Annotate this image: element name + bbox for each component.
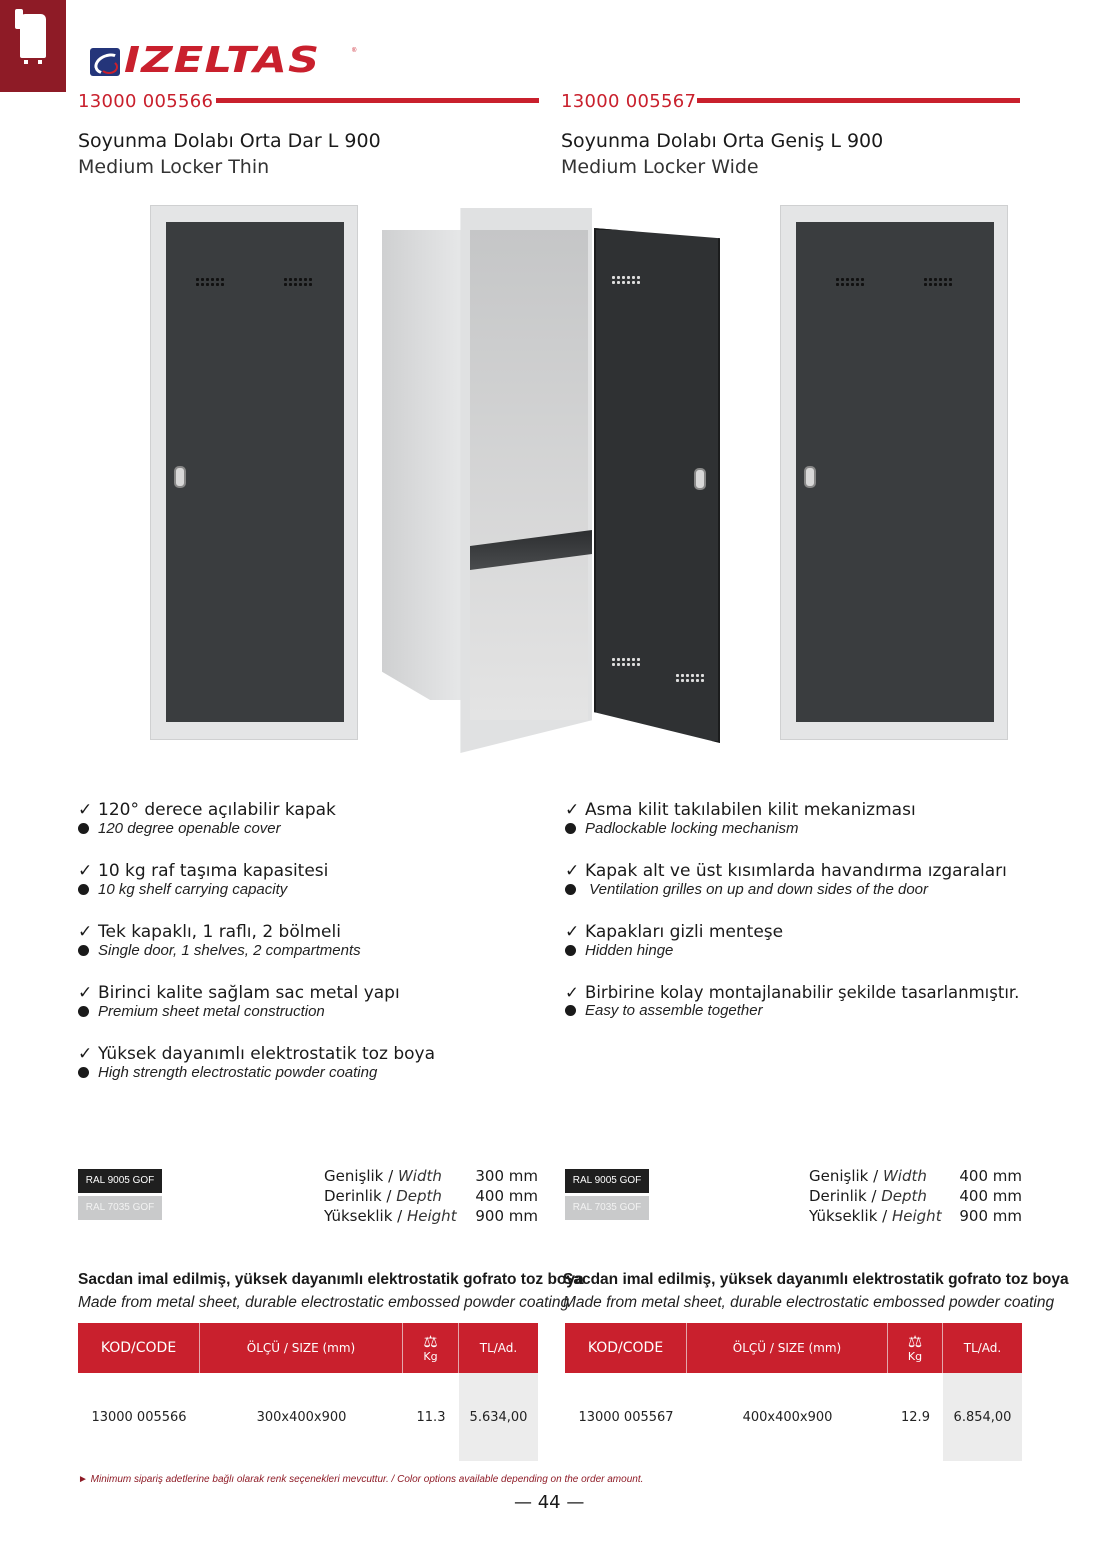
- dimension-row: Derinlik / Depth 400 mm: [324, 1187, 538, 1205]
- ral-swatch-black: RAL 9005 GOF: [78, 1169, 162, 1193]
- weight-unit-label: Kg: [907, 1349, 923, 1363]
- dim-label-en: Depth: [396, 1187, 442, 1205]
- bullet-icon: [565, 945, 576, 956]
- vent-grille-icon: [612, 658, 640, 666]
- col-header-weight: [403, 1323, 459, 1373]
- product-title-en-left: Medium Locker Thin: [78, 156, 270, 178]
- dim-value: 400 mm: [959, 1187, 1022, 1205]
- dim-label-tr: Yükseklik: [809, 1207, 878, 1225]
- feature-item: [565, 983, 1019, 1044]
- col-header-weight: [888, 1323, 943, 1373]
- coating-note-en-right: Made from metal sheet, durable electrostatic embossed powder coating: [563, 1294, 1055, 1311]
- feature-text-en: Ventilation grilles on up and down sides of the door: [585, 881, 929, 898]
- price-table-right: [565, 1323, 1022, 1461]
- locker-open-image: [382, 208, 722, 753]
- checkmark-icon: ✓: [565, 983, 579, 1002]
- dim-label-tr: Genişlik: [324, 1167, 384, 1185]
- bullet-icon: [565, 884, 576, 895]
- scale-icon: ⚖: [907, 1331, 923, 1351]
- divider-rule-right: [697, 98, 1020, 103]
- bullet-icon: [78, 823, 89, 834]
- feature-text-en: Easy to assemble together: [585, 1002, 763, 1019]
- vent-grille-icon: [836, 278, 864, 286]
- page-number: — 44 —: [514, 1492, 585, 1513]
- dim-value: 900 mm: [959, 1207, 1022, 1225]
- feature-text-en: 120 degree openable cover: [98, 820, 281, 837]
- cell-weight: 12.9: [901, 1409, 930, 1425]
- cell-code: 13000 005567: [578, 1409, 674, 1425]
- checkmark-icon: ✓: [78, 800, 93, 820]
- product-code-left: 13000 005566: [78, 91, 214, 112]
- cell-size: 400x400x900: [742, 1409, 833, 1425]
- price-table-left: [78, 1323, 538, 1461]
- dimension-row: Genişlik / Width 300 mm: [324, 1167, 538, 1185]
- feature-text-en: Hidden hinge: [585, 942, 674, 959]
- feature-item: [565, 861, 1019, 922]
- checkmark-icon: ✓: [78, 861, 93, 881]
- ral-swatch-grey: RAL 7035 GOF: [565, 1196, 649, 1220]
- cell-code: 13000 005566: [91, 1409, 187, 1425]
- bullet-icon: [78, 884, 89, 895]
- bullet-icon: [78, 1067, 89, 1078]
- bullet-icon: [78, 1006, 89, 1017]
- feature-text-en: Single door, 1 shelves, 2 compartments: [98, 942, 361, 959]
- lock-icon: [694, 468, 706, 490]
- locker-thin-image: [150, 205, 358, 740]
- dim-label-tr: Genişlik: [809, 1167, 869, 1185]
- col-header-size: ÖLÇÜ / SIZE (mm): [687, 1323, 888, 1373]
- brand-logo-text: IZELTAS: [124, 40, 321, 81]
- checkmark-icon: ✓: [565, 861, 580, 881]
- checkmark-icon: ✓: [78, 1044, 93, 1064]
- features-left: [78, 800, 435, 1105]
- coating-note-en-left: Made from metal sheet, durable electrostatic embossed powder coating: [78, 1294, 570, 1311]
- bullet-icon: [565, 823, 576, 834]
- col-header-price: TL/Ad.: [963, 1341, 1002, 1355]
- feature-text-en: Premium sheet metal construction: [98, 1003, 325, 1020]
- checkmark-icon: ✓: [565, 800, 580, 820]
- locker-side-panel: [382, 230, 462, 700]
- dim-label-en: Width: [882, 1167, 927, 1185]
- dimension-row: Yükseklik / Height 900 mm: [324, 1207, 538, 1225]
- table-row: [78, 1373, 538, 1461]
- scale-icon: ⚖: [423, 1331, 438, 1351]
- dim-label-tr: Derinlik: [809, 1187, 867, 1205]
- dim-value: 300 mm: [475, 1167, 538, 1185]
- dim-label-tr: Yükseklik: [324, 1207, 393, 1225]
- dimension-row: Genişlik / Width 400 mm: [809, 1167, 1022, 1185]
- ral-swatch-black: RAL 9005 GOF: [565, 1169, 649, 1193]
- vent-grille-icon: [676, 674, 704, 682]
- col-header-code: KOD/CODE: [565, 1323, 687, 1373]
- dim-value: 900 mm: [475, 1207, 538, 1225]
- vent-grille-icon: [924, 278, 952, 286]
- locker-open-door: [594, 228, 720, 743]
- lock-icon: [174, 466, 186, 488]
- brand-registered-mark: ®: [352, 48, 357, 54]
- locker-door: [166, 222, 344, 722]
- lock-icon: [804, 466, 816, 488]
- dimensions-right: [809, 1166, 1022, 1226]
- bullet-icon: [78, 945, 89, 956]
- product-title-tr-left: Soyunma Dolabı Orta Dar L 900: [78, 130, 381, 152]
- feature-item: [565, 800, 1019, 861]
- col-header-price: TL/Ad.: [479, 1341, 518, 1355]
- features-right: [565, 800, 1019, 1044]
- feature-text-tr: Birinci kalite sağlam sac metal yapı: [98, 983, 400, 1003]
- feature-item: [78, 861, 435, 922]
- table-header: [565, 1323, 1022, 1373]
- locker-door: [796, 222, 994, 722]
- checkmark-icon: ✓: [565, 922, 580, 942]
- feature-text-en: Padlockable locking mechanism: [585, 820, 799, 837]
- col-header-size: ÖLÇÜ / SIZE (mm): [200, 1323, 403, 1373]
- bullet-icon: [565, 1005, 576, 1016]
- feature-text-tr: Yüksek dayanımlı elektrostatik toz boya: [98, 1044, 436, 1064]
- dim-label-tr: Derinlik: [324, 1187, 382, 1205]
- locker-icon: [20, 14, 46, 58]
- brand-logo-icon: [90, 48, 120, 76]
- locker-interior: [470, 230, 588, 720]
- feature-text-tr: 120° derece açılabilir kapak: [98, 800, 336, 820]
- checkmark-icon: ✓: [78, 922, 93, 942]
- dim-label-en: Height: [891, 1207, 942, 1225]
- cell-price: 5.634,00: [459, 1373, 538, 1461]
- dimensions-left: [324, 1166, 538, 1226]
- feature-item: [565, 922, 1019, 983]
- col-header-code: KOD/CODE: [78, 1323, 200, 1373]
- cell-size: 300x400x900: [256, 1409, 347, 1425]
- feature-item: [78, 922, 435, 983]
- feature-text-tr: Asma kilit takılabilen kilit mekanizması: [585, 800, 916, 820]
- corner-tab: [0, 0, 66, 92]
- divider-rule-left: [216, 98, 539, 103]
- feature-text-en: 10 kg shelf carrying capacity: [98, 881, 288, 898]
- ral-swatch-grey: RAL 7035 GOF: [78, 1196, 162, 1220]
- feature-item: [78, 800, 435, 861]
- feature-text-tr: Kapak alt ve üst kısımlarda havandırma ızgaraları: [585, 861, 1007, 881]
- table-header: [78, 1323, 538, 1373]
- locker-wide-image: [780, 205, 1008, 740]
- feature-text-tr: Birbirine kolay montajlanabilir şekilde tasarlanmıştır.: [585, 983, 1020, 1002]
- dim-value: 400 mm: [475, 1187, 538, 1205]
- feature-text-en: High strength electrostatic powder coating: [98, 1064, 378, 1081]
- feature-item: [78, 983, 435, 1044]
- cell-price: 6.854,00: [943, 1373, 1022, 1461]
- vent-grille-icon: [284, 278, 312, 286]
- coating-note-tr-left: Sacdan imal edilmiş, yüksek dayanımlı elektrostatik gofrato toz boya: [78, 1271, 584, 1288]
- dim-label-en: Height: [406, 1207, 457, 1225]
- table-row: [565, 1373, 1022, 1461]
- feature-item: [78, 1044, 435, 1105]
- dimension-row: Derinlik / Depth 400 mm: [809, 1187, 1022, 1205]
- vent-grille-icon: [196, 278, 224, 286]
- dimension-row: Yükseklik / Height 900 mm: [809, 1207, 1022, 1225]
- dim-label-en: Width: [397, 1167, 442, 1185]
- product-title-en-right: Medium Locker Wide: [561, 156, 759, 178]
- dim-label-en: Depth: [881, 1187, 927, 1205]
- dim-value: 400 mm: [959, 1167, 1022, 1185]
- feature-text-tr: Kapakları gizli menteşe: [585, 922, 784, 942]
- product-title-tr-right: Soyunma Dolabı Orta Geniş L 900: [561, 130, 884, 152]
- cell-weight: 11.3: [416, 1409, 446, 1425]
- feature-text-tr: Tek kapaklı, 1 raflı, 2 bölmeli: [98, 922, 341, 942]
- vent-grille-icon: [612, 276, 640, 284]
- checkmark-icon: ✓: [78, 983, 93, 1003]
- coating-note-tr-right: Sacdan imal edilmiş, yüksek dayanımlı elektrostatik gofrato toz boya: [563, 1271, 1069, 1288]
- feature-text-tr: 10 kg raf taşıma kapasitesi: [98, 861, 329, 881]
- weight-unit-label: Kg: [423, 1349, 438, 1363]
- footer-note: ► Minimum sipariş adetlerine bağlı olarak renk seçenekleri mevcuttur. / Color options available depending on the order amount.: [78, 1474, 644, 1485]
- product-code-right: 13000 005567: [561, 91, 697, 112]
